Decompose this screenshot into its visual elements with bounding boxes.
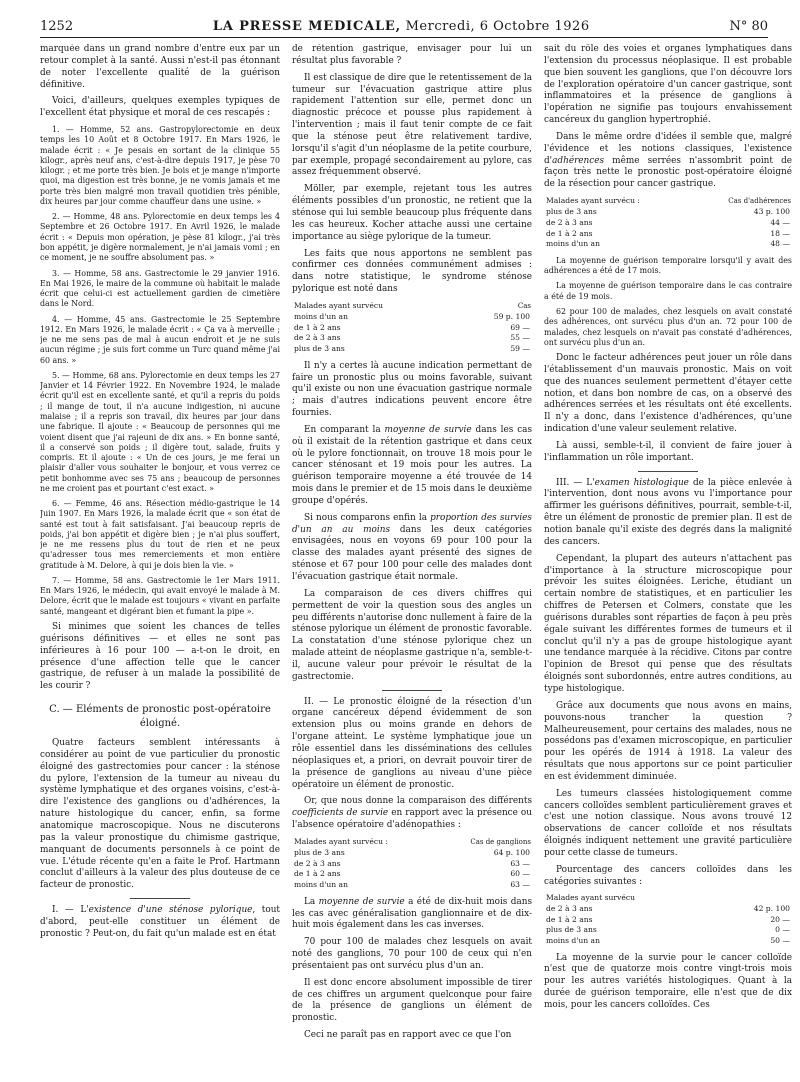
paragraph: Pourcentage des cancers colloïdes dans les catégories suivantes : xyxy=(544,864,792,887)
paragraph: Grâce aux documents que nous avons en mains, pouvons-nous trancher la question ? Malheureusement, pour certains des malades, nous ne possédons pas d'examen microscopique, en particulier pour les opérés de 1914 à 1918. La valeur des résultats que nous apportons sur ce point particulier en est évidemment diminuée. xyxy=(544,700,792,782)
row-label: plus de 3 ans xyxy=(294,848,345,858)
journal-masthead xyxy=(73,19,729,34)
paragraph: La moyenne de guérison temporaire lorsqu'il y avait des adhérences a été de 17 mois. xyxy=(544,255,792,276)
paragraph xyxy=(544,478,792,549)
row-label: de 2 à 3 ans xyxy=(294,333,341,343)
row-label: de 1 à 2 ans xyxy=(294,869,341,879)
table-row xyxy=(544,925,792,936)
text-run: dans les deux catégories envisagées, nous en voyons 69 pour 100 pour la classe des malades ayant présenté des signes de sténose et 67 pour 100 pour celle des malades dont l'évacuation gastrique était normale. xyxy=(292,524,532,583)
table-col-head: Cas d'adhérences xyxy=(728,197,791,206)
row-label: plus de 3 ans xyxy=(294,344,345,354)
case-report: 3. — Homme, 58 ans. Gastrectomie le 29 janvier 1916. En Mai 1926, le maire de la commune où habitait le malade écrit que celui-ci est actuellement gardien de cimetière dans le Nord. xyxy=(40,268,280,309)
table-row xyxy=(544,239,792,250)
colloid-table xyxy=(544,893,792,946)
paragraph: Voici, d'ailleurs, quelques exemples typiques de l'excellent état physique et moral de ces rescapés : xyxy=(40,96,280,119)
text-run: En comparant la xyxy=(304,424,385,435)
row-label: de 1 à 2 ans xyxy=(546,228,593,238)
table-lead: Malades ayant survécu : xyxy=(546,196,640,206)
paragraph: La moyenne de guérison temporaire dans le cas contraire a été de 19 mois. xyxy=(544,281,792,301)
journal-title: LA PRESSE MEDICALE, xyxy=(212,19,401,34)
table-row xyxy=(544,229,792,240)
running-head xyxy=(40,16,768,38)
text-run: Dans le même ordre d'idées il semble que, malgré l'évidence et les notions classiques, l'existence d' xyxy=(544,131,792,166)
paragraph: La moyenne de la survie pour le cancer colloïde n'est que de quatorze mois contre vingt-trois mois pour les autres variétés histologiques. Quant à la durée de guérison temporaire, elle n'est que de dix mois, pour les cancers colloïdes. Ces xyxy=(544,952,792,1010)
row-label: de 2 à 3 ans xyxy=(294,858,341,868)
table-lead: Malades ayant survécu : xyxy=(294,837,388,847)
text-run: La xyxy=(304,896,319,907)
paragraph: Il est classique de dire que le retentissement de la tumeur sur l'évacuation gastrique attire plus rapidement l'attention sur elle, permet donc un diagnostic précoce et pousse plus rapidement à l'intervention ; mais il faut tenir compte de ce fait que la sténose peut être relativement tardive, lorsqu'il s'agit d'un néoplasme de la petite courbure, par exemple, propagé secondairement au pylore, cas assez fréquemment observé. xyxy=(292,72,532,178)
row-value: 44 — xyxy=(770,218,790,228)
paragraph: de rétention gastrique, envisager pour lui un résultat plus favorable ? xyxy=(292,44,532,66)
text-run: a été de dix-huit mois dans les cas avec généralisation ganglionnaire et de dix-huit mois également dans les cas inverses. xyxy=(292,896,532,931)
column-3 xyxy=(544,44,792,1080)
italic-term: examen histologique xyxy=(594,477,689,488)
italic-term: existence d'une sténose pylorique xyxy=(88,905,253,916)
row-value: 50 — xyxy=(770,935,790,945)
table-row xyxy=(544,904,792,915)
paragraph: Quatre facteurs semblent intéressants à considérer au point de vue particulier du pronostic éloigné des gastrectomies pour cancer : la sténose du pylore, l'extension de la tumeur au niveau du système lymphatique et des organes voisins, c'est-à-dire l'existence des ganglions ou d'adhérences, la nature histologique du cancer, enfin, sa forme anatomique macroscopique. Nous ne discuterons pas la valeur pronostique du chimisme gastrique, manquant de documents personnels à ce point de vue. L'étude récente qu'en a faite le Prof. Hartmann conclut d'ailleurs à la valeur des plus douteuse de ce facteur de pronostic. xyxy=(40,738,280,891)
paragraph xyxy=(40,905,280,941)
row-value: 63 — xyxy=(510,858,530,868)
case-report: 2. — Homme, 48 ans. Pylorectomie en deux temps les 4 Septembre et 26 Octobre 1917. En Avril 1926, le malade écrit : « Depuis mon opération, je pèse 81 kilogr., j'ai très bon appétit, je digère normalement, je n'ai jamais vomi ; en ce moment, je ne souffre absolument pas. » xyxy=(40,212,280,263)
table-lead: Malades ayant survécu xyxy=(294,301,383,311)
survival-table-stenosis xyxy=(292,301,532,355)
paragraph: Donc le facteur adhérences peut jouer un rôle dans l'établissement d'un mauvais pronostic. Mais on voit que des nuances seulement permettent d'étayer cette notion, et dans bon nombre de cas, on a observé des adhérences serrées et les résultats ont été excellents. Il n'y a donc, dans l'existence d'adhérences, qu'une indication d'une valeur seulement relative. xyxy=(544,353,792,435)
italic-term: moyenne de survie xyxy=(318,896,405,907)
table-row xyxy=(292,312,532,323)
table-row xyxy=(544,207,792,218)
table-row xyxy=(544,915,792,926)
paragraph xyxy=(292,425,532,508)
italic-term: moyenne de survie xyxy=(384,424,472,435)
row-value: 43 p. 100 xyxy=(753,207,790,217)
case-report: 7. — Homme, 58 ans. Gastrectomie le 1er Mars 1911. En Mars 1926, le médecin, qui avait envoyé le malade à M. Delore, écrit que le malade est toujours « vivant en parfaite santé, mangeant et digérant bien et fumant la pipe ». xyxy=(40,575,280,616)
italic-term: coefficients de survie xyxy=(292,808,389,819)
case-report: 5. — Homme, 68 ans. Pylorectomie en deux temps les 27 Janvier et 14 Février 1922. En Novembre 1924, le malade écrit qu'il est en excellente santé, et qu'il a repris du poids ; il mange de tout, il n'a aucune indigestion, ni aucune malaise ; il a repris son travail, dix heures par jour dans une fabrique. Il ajoute : « Beaucoup de personnes qui me voient disent que j'ai rajeuni de dix ans. » En bonne santé, il a conservé son poids ; il digère tout, salade, fruits y compris. Et il ajoute : « Un de ces jours, je me ferai un plaisir d'aller vous souhaiter le bonjour, et vous verrez ce petit bonhomme avec ses 75 ans ; beaucoup de personnes ne me croient pas et pourtant c'est exact. » xyxy=(40,370,280,493)
paragraph: Il n'y a certes là aucune indication permettant de faire un pronostic plus ou moins favorable, suivant qu'il existe ou non une évacuation gastrique normale ; mais d'autres indications peuvent encore être fournies. xyxy=(292,360,532,419)
survival-table-adherences xyxy=(544,196,792,250)
paragraph xyxy=(292,796,532,832)
row-label: de 1 à 2 ans xyxy=(294,322,341,332)
table-row xyxy=(292,880,532,891)
table-col-head: Cas xyxy=(517,301,531,310)
page-number: 1252 xyxy=(40,19,74,34)
paragraph: Il est donc encore absolument impossible de tirer de ces chiffres un argument quelconque pour faire de la présence de ganglions un élément de pronostic. xyxy=(292,977,532,1024)
paragraph: sait du rôle des voies et organes lymphatiques dans l'extension du processus néoplasique. Il est probable que bien souvent les ganglions, que l'on découvre lors de l'exploration opératoire d'un cancer gastrique, sont inflammatoires et la présence de ganglions à l'opération ne signifie pas toujours envahissement cancéreux du ganglion hypertrophié. xyxy=(544,44,792,126)
row-value: 64 p. 100 xyxy=(493,848,530,858)
paragraph: Si minimes que soient les chances de telles guérisons définitives — et elles ne sont pas inférieures à 16 pour 100 — a-t-on le droit, en présence d'une affection telle que le cancer gastrique, de refuser à un malade la possibilité de les courir ? xyxy=(40,622,280,692)
text-run: III. — L' xyxy=(556,477,595,488)
issue-date: Mercredi, 6 Octobre 1926 xyxy=(405,19,590,34)
row-value: 63 — xyxy=(510,880,530,890)
paragraph xyxy=(544,132,792,191)
table-row xyxy=(292,323,532,334)
row-value: 48 — xyxy=(770,239,790,249)
paragraph: La comparaison de ces divers chiffres qui permettent de voir la question sous des angles un peu différents n'autorise donc nullement à faire de la sténose pylorique un élément de pronostic favorable. La constatation d'une sténose pylorique chez un malade atteint de néoplasme gastrique n'a, semble-t-il, aucune valeur pour prévoir le résultat de la gastrectomie. xyxy=(292,588,532,682)
text-run: même serrées n'assombrit point de façon très nette le pronostic post-opératoire éloigné de la résection pour cancer gastrique. xyxy=(544,155,792,190)
divider xyxy=(130,898,190,899)
paragraph: marquée dans un grand nombre d'entre eux par un retour complet à la santé. Aussi n'est-il pas étonnant de noter l'excellente qualité de la guérison définitive. xyxy=(40,44,280,90)
case-report: 6. — Femme, 46 ans. Résection médio-gastrique le 14 Juin 1907. En Mars 1926, la malade écrit que « son état de santé est tout à fait satisfaisant. J'ai beaucoup repris de poids, j'ai bon appétit et digère bien ; je n'ai plus souffert, je ne me ressens plus du tout de rien et ne peux qu'adresser tous mes remerciements et mon entière gratitude à M. Delore, à qui je dois bien la vie. » xyxy=(40,499,280,570)
survival-table-ganglions xyxy=(292,837,532,891)
row-value: 69 — xyxy=(510,322,530,332)
divider xyxy=(638,471,698,472)
row-value: 42 p. 100 xyxy=(753,904,790,914)
text-run: en rapport avec la présence ou l'absence opératoire d'adénopathies : xyxy=(292,808,532,831)
row-label: plus de 3 ans xyxy=(546,207,597,217)
row-label: moins d'un an xyxy=(294,880,348,890)
paragraph xyxy=(292,513,532,584)
text-run: Si nous comparons enfin la xyxy=(304,512,431,523)
text-run: de la pièce enlevée à l'intervention, dont nous avons vu l'importance pour affirmer les guérisons définitives, pourrait, semble-t-il, être un élément de pronostic de premier plan. Il est de notion banale qu'il existe des degrés dans la malignité des cancers. xyxy=(544,477,792,547)
row-value: 20 — xyxy=(770,914,790,924)
table-row xyxy=(292,333,532,344)
italic-term: proportion des survies d'un an au moins xyxy=(292,512,532,535)
paragraph: Les tumeurs classées histologiquement comme cancers colloïdes semblent particulièrement graves et c'est une notion classique. Nous avons trouvé 12 observations de cancer colloïde et nos résultats éloignés indiquent nettement une gravité particulière pour cette classe de tumeurs. xyxy=(544,788,792,858)
row-value: 55 — xyxy=(510,333,530,343)
paragraph: Les faits que nous apportons ne semblent pas confirmer ces données communément admises : dans notre statistique, le syndrome sténose pylorique est noté dans xyxy=(292,248,532,295)
table-row xyxy=(544,936,792,947)
row-value: 60 — xyxy=(510,869,530,879)
table-row xyxy=(544,218,792,229)
section-heading: C. — Eléments de pronostic post-opératoire éloigné. xyxy=(49,704,271,729)
table-lead: Malades ayant survécu xyxy=(546,893,635,903)
case-report: 1. — Homme, 52 ans. Gastropylorectomie en deux temps les 10 Août et 8 Octobre 1917. En Mars 1926, le malade écrit : « Je pesais en sortant de la clinique 55 kilogr., après neuf ans, c'est-à-dire depuis 1917, je pèse 70 kilogr. ; et me porte très bien. Je bois et je mange n'importe quoi, ma digestion est très bonne, je ne vomis jamais et me porte très bien malgré mon travail quotidien très pénible, dix heures par jour comme chauffeur dans une usine. » xyxy=(40,125,280,206)
paragraph: 62 pour 100 de malades, chez lesquels on avait constaté des adhérences, ont survécu plus d'un an. 72 pour 100 de malades, chez lesquels on n'avait pas constaté d'adhérences, ont survécu plus d'un an. xyxy=(544,306,792,347)
row-label: de 2 à 3 ans xyxy=(546,904,593,914)
row-label: de 1 à 2 ans xyxy=(546,914,593,924)
table-row xyxy=(292,859,532,870)
paragraph xyxy=(292,897,532,933)
paragraph: Cependant, la plupart des auteurs n'attachent pas d'importance à la structure microscopique pour prévoir les suites éloignées. Leriche, étudiant un certain nombre de statistiques, et en particulier les chiffres de Petersen et Colmers, constate que les guérisons durables sont réparties de façon à peu près égale suivant les différentes formes de tumeurs et il conclut qu'il n'y a pas de groupe histologique ayant une tendance marquée à la récidive. Citons par contre l'opinion de Bresot qui pense que des résultats éloignés sont subordonnés, entre autres conditions, au type histologique. xyxy=(544,553,792,694)
row-label: de 2 à 3 ans xyxy=(546,218,593,228)
case-report: 4. — Homme, 45 ans. Gastrectomie le 25 Septembre 1912. En Mars 1926, le malade écrit : « Ça va à merveille ; je ne me sens pas de mal à aucun endroit et je ne suis aucun régime ; je suis fort comme un Turc quand même j'ai 60 ans. » xyxy=(40,314,280,365)
paragraph: Là aussi, semble-t-il, il convient de faire jouer à l'inflammation un rôle important. xyxy=(544,440,792,463)
text-columns xyxy=(40,44,792,1080)
paragraph: Ceci ne paraît pas en rapport avec ce que l'on xyxy=(304,1030,512,1041)
row-label: moins d'un an xyxy=(294,312,348,322)
column-1 xyxy=(40,44,280,1080)
table-row xyxy=(292,848,532,859)
paragraph: II. — Le pronostic éloigné de la résection d'un organe cancéreux dépend évidemment de son extension plus ou moins grande en dehors de l'organe atteint. Le système lymphatique joue un rôle essentiel dans les disséminations des cellules néoplasiques et, a priori, on devrait pouvoir tirer de la présence de ganglions au niveau d'une pièce opératoire un élément de pronostic. xyxy=(292,696,532,790)
text-run: Or, que nous donne la comparaison des différents xyxy=(304,796,532,807)
row-label: plus de 3 ans xyxy=(546,925,597,935)
row-value: 59 p. 100 xyxy=(493,312,530,322)
row-label: moins d'un an xyxy=(546,239,600,249)
divider xyxy=(382,690,442,691)
text-run: I. — L' xyxy=(52,905,89,916)
column-2 xyxy=(292,44,532,1080)
text-run: , tout d'abord, peut-elle constituer un élément de pronostic ? Peut-on, du fait qu'un malade est en état xyxy=(40,905,280,939)
text-run: dans les cas où il existait de la rétention gastrique et dans ceux où le pylore fonctionnait, on trouve 18 mois pour le cancer sténosant et 19 mois pour les autres. La guérison temporaire moyenne a été trouvée de 14 mois dans le premier et de 15 mois dans le deuxième groupe d'opérés. xyxy=(292,424,532,506)
row-value: 0 — xyxy=(775,925,790,935)
paragraph: 70 pour 100 de malades chez lesquels on avait noté des ganglions, 70 pour 100 de ceux qui n'en présentaient pas ont survécu plus d'un an. xyxy=(292,937,532,971)
paragraph: Möller, par exemple, rejetant tous les autres éléments possibles d'un pronostic, ne retient que la sténose qui lui semble beaucoup plus fréquente dans les cas heureux. Kocher attache aussi une certaine importance au siège pylorique de la tumeur. xyxy=(292,184,532,242)
row-label: moins d'un an xyxy=(546,935,600,945)
italic-term: adhérences xyxy=(552,155,605,166)
row-value: 59 — xyxy=(510,344,530,354)
table-col-head: Cas de ganglions xyxy=(470,837,531,846)
issue-number: N° 80 xyxy=(729,19,768,34)
row-value: 18 — xyxy=(770,228,790,238)
table-row xyxy=(292,869,532,880)
table-row xyxy=(292,344,532,355)
